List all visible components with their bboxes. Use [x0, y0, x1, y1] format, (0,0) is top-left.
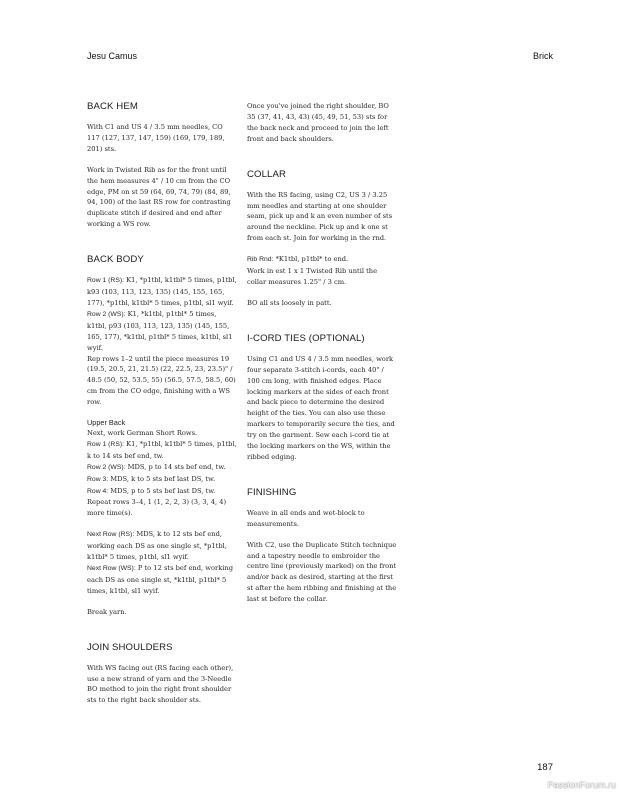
rib-round-label: Rib Rnd:: [247, 256, 274, 264]
row-4-text: MDS, p to 5 sts bef last DS, tw.: [108, 486, 216, 495]
upper-back-row-4: [87, 486, 237, 498]
heading-back-hem: BACK HEM: [87, 101, 138, 112]
row-1-label: Row 1 (RS):: [87, 440, 125, 448]
upper-back-row-3: [87, 474, 237, 486]
next-row-ws-text: P to 12 sts bef end, working each DS as one single st, *k1tbl, p1tbl* 5 times, k1tbl, sl1 wyif.: [87, 564, 233, 595]
heading-join-shoulders: JOIN SHOULDERS: [87, 641, 173, 653]
back-hem-paragraph-2: Work in Twisted Rib as for the front until the hem measures 4" / 10 cm from the CO edge, PM on st 59 (64, 69, 74, 79) (84, 89, 94, 100) of the last RS row for contrasting duplicate stitch if desired and end after working a WS row.: [87, 165, 231, 229]
left-column: [87, 101, 237, 706]
join-shoulders-paragraph: With WS facing out (RS facing each other), use a new strand of yarn and the 3-Needle BO method to join the right front shoulder sts to the right back shoulder sts.: [87, 663, 234, 705]
upper-back-repeat: Repeat rows 3–4, 1 (1, 2, 2, 3) (3, 3, 4, 4) more time(s).: [87, 498, 227, 518]
page-number: 187: [537, 762, 553, 773]
right-column: [247, 101, 397, 605]
section-icord-ties: [247, 333, 397, 463]
section-back-body: [87, 254, 237, 408]
heading-upper-back: Upper Back: [87, 418, 126, 428]
next-row-ws: [87, 563, 237, 597]
row-2-label: Row 2 (WS):: [87, 310, 126, 318]
row-4-label: Row 4:: [87, 487, 109, 495]
section-collar: [247, 169, 397, 309]
row-3-label: Row 3:: [87, 475, 109, 483]
next-row-rs-label: Next Row (RS):: [87, 531, 135, 539]
section-join-shoulders: [87, 642, 237, 707]
section-finishing: [247, 487, 397, 605]
row-2-text: K1, *k1tbl, p1tbl* 5 times, k1tbl, p93 (103, 113, 123, 135) (145, 155, 165, 177), *k1tbl, p1tbl* 5 times, k1tbl, sl1 wyif.: [87, 309, 233, 352]
next-row-ws-label: Next Row (WS):: [87, 565, 136, 572]
back-body-row-2: [87, 309, 237, 354]
row-3-text: MDS, k to 5 sts bef last DS, tw.: [108, 474, 216, 483]
row-1-label: Row 1 (RS):: [87, 277, 125, 285]
finishing-paragraph-2: With C2, use the Duplicate Stitch technique and a tapestry needle to embroider the centre line (previously marked) on the front and/or back as desired, starting at the first st after the hem ribbing and finishing at the last st before the collar.: [247, 540, 397, 604]
upper-back-intro: Next, work German Short Rows.: [87, 429, 198, 438]
back-body-row-1: [87, 275, 237, 309]
upper-back-row-2: [87, 462, 237, 474]
collar-paragraph-3: BO all sts loosely in patt.: [247, 298, 332, 307]
section-upper-back: [87, 418, 237, 618]
back-hem-paragraph-1: With C1 and US 4 / 3.5 mm needles, CO 117 (127, 137, 147, 159) (169, 179, 189, 201) sts.: [87, 123, 225, 153]
heading-icord-ties: I-CORD TIES (OPTIONAL): [247, 332, 365, 344]
rib-round-text: *K1tbl, p1tbl* to end.: [273, 255, 349, 264]
shoulder-bo-paragraph: Once you've joined the right shoulder, BO 35 (37, 41, 43, 43) (45, 49, 51, 53) sts for the back neck and proceed to join the left front and back shoulders.: [247, 102, 389, 143]
heading-back-body: BACK BODY: [87, 254, 144, 266]
collar-paragraph-2: Work in est 1 x 1 Twisted Rib until the collar measures 1.25" / 3 cm.: [247, 267, 378, 286]
break-yarn: Break yarn.: [87, 607, 127, 616]
next-row-rs-text: MDS, k to 12 sts bef end, working each DS as one single st, *p1tbl, k1tbl* 5 times, p1tbl, sl1 wyif.: [87, 530, 227, 562]
row-1-text: K1, *p1tbl, k1tbl* 5 times, p1tbl, k to 14 sts bef end, tw.: [87, 439, 237, 460]
running-header-author: Jesu Camus: [87, 51, 138, 61]
watermark: PassionForum.ru: [547, 780, 616, 790]
collar-paragraph-1: With the RS facing, using C2, US 3 / 3.25 mm needles and starting at one shoulder seam, pick up and k an even number of sts around the neckline. Pick up and k one st from each st. Join for working in the rnd.: [247, 190, 393, 243]
finishing-paragraph-1: Weave in all ends and wet-block to measurements.: [247, 508, 365, 528]
back-body-repeat: Rep rows 1–2 until the piece measures 19 (19.5, 20.5, 21, 21.5) (22, 22.5, 23, 23.5)" / 48.5 (50, 52, 53.5, 55) (56.5, 57.5, 58.5, 60) cm from the CO edge, finishing with a WS row.: [87, 354, 236, 407]
row-2-label: Row 2 (WS):: [87, 463, 126, 471]
section-back-hem: [87, 101, 237, 230]
upper-back-row-1: [87, 439, 237, 462]
row-2-text: MDS, p to 14 sts bef end, tw.: [125, 462, 226, 471]
heading-finishing: FINISHING: [247, 486, 297, 498]
running-header-title: Brick: [533, 51, 553, 61]
collar-rib-round: [247, 254, 397, 266]
row-1-text: K1, *p1tbl, k1tbl* 5 times, p1tbl, k93 (103, 113, 123, 135) (145, 155, 165, 177), *p1tbl, k1tbl* 5 times, p1tbl, sl1 wyif.: [87, 276, 237, 307]
heading-collar: COLLAR: [247, 168, 286, 180]
next-row-rs: [87, 529, 237, 563]
icord-paragraph: Using C1 and US 4 / 3.5 mm needles, work four separate 3-stitch i-cords, each 40" / 100 cm long, with finished edges. Place locking markers at the sides of each front and back piece to determine the desired height of the ties. You can also use these markers to temporarily secure the ties, and try on the garment. Sew each i-cord tie at the locking markers on the WS, within the ribbed edging.: [247, 354, 395, 461]
